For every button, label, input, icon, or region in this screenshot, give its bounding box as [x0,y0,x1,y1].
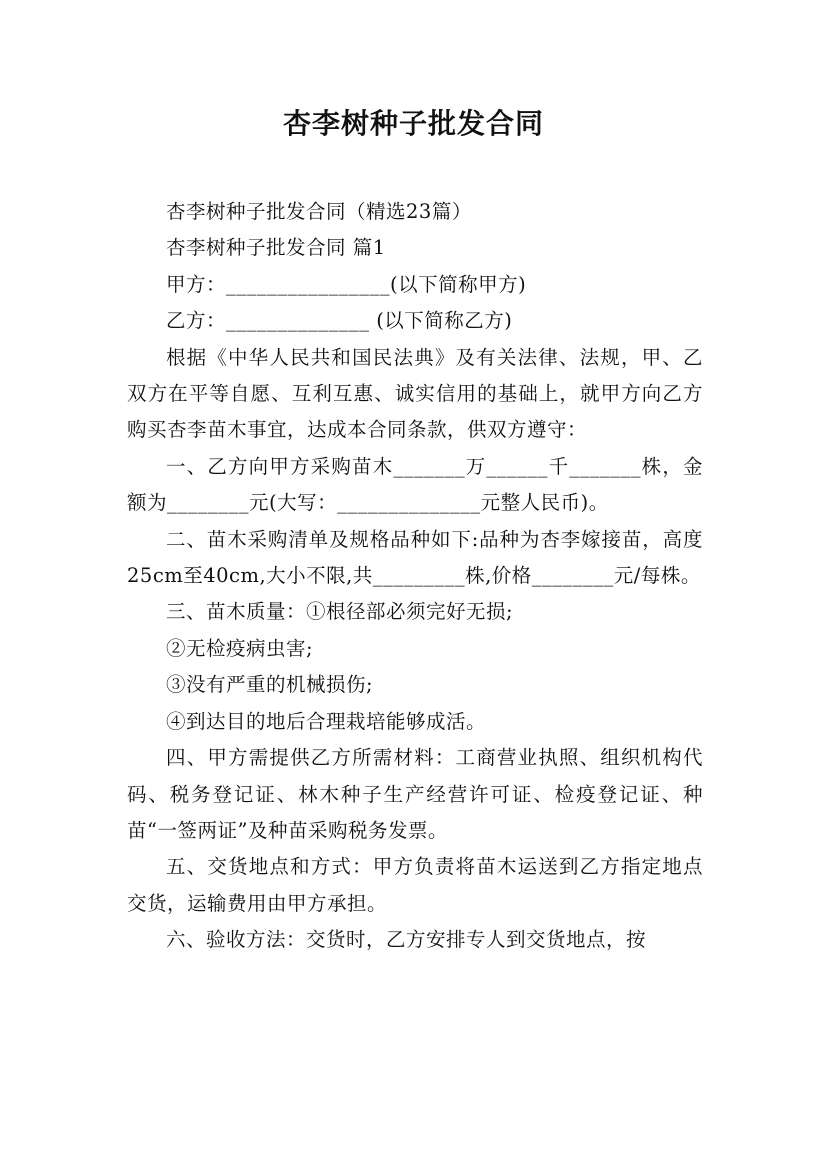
paragraph-preamble: 根据《中华人民共和国民法典》及有关法律、法规，甲、乙双方在平等自愿、互利互惠、诚实信用的基础上，就甲方向乙方购买杏李苗木事宜，达成本合同条款，供双方遵守： [127,345,703,442]
paragraph-clause-2: 二、苗木采购清单及规格品种如下:品种为杏李嫁接苗，高度25cm至40cm,大小不限,共_________株,价格________元/每株。 [127,527,703,588]
paragraph-section-heading: 杏李树种子批发合同 篇1 [166,236,386,260]
paragraph-party-a: 甲方：________________(以下简称甲方) [166,272,527,296]
document-title: 杏李树种子批发合同 [282,107,544,140]
paragraph-clause-3: 三、苗木质量：①根径部必须完好无损; [166,600,514,624]
paragraph-clause-3-item-3: ③没有严重的机械损伤; [166,673,374,697]
document-body [127,194,703,959]
paragraph-clause-3-item-2: ②无检疫病虫害; [166,636,314,660]
paragraph-clause-5: 五、交货地点和方式：甲方负责将苗木运送到乙方指定地点交货，运输费用由甲方承担。 [127,855,703,915]
paragraph-clause-4: 四、甲方需提供乙方所需材料：工商营业执照、组织机构代码、税务登记证、林木种子生产经营许可证、检疫登记证、种苗“一签两证”及种苗采购税务发票。 [127,746,703,842]
paragraph-clause-1: 一、乙方向甲方采购苗木_______万______千_______株，金额为________元(大写：______________元整人民币)。 [127,454,703,515]
paragraph-clause-6: 六、验收方法：交货时，乙方安排专人到交货地点，按 [166,928,647,952]
paragraph-collection-title: 杏李树种子批发合同（精选23篇） [166,200,472,223]
paragraph-party-b: 乙方：______________ (以下简称乙方) [166,309,513,333]
paragraph-clause-3-item-4: ④到达目的地后合理栽培能够成活。 [166,709,487,733]
